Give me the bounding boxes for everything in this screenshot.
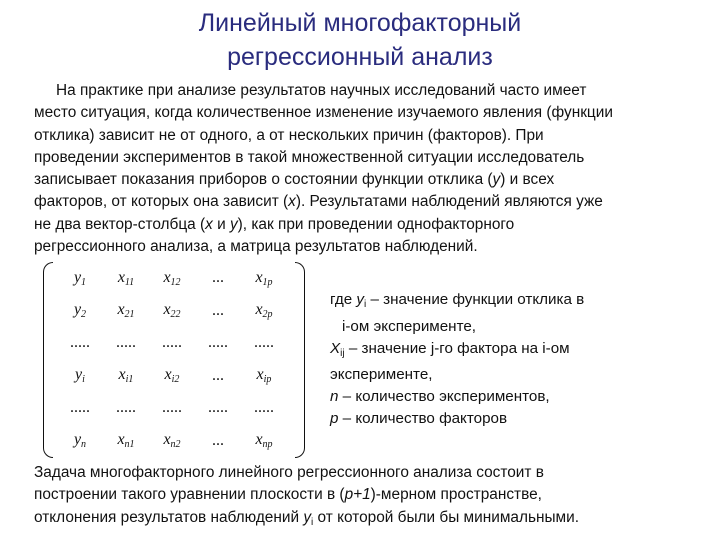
matrix-row bbox=[57, 425, 287, 458]
text-fragment: – количество факторов bbox=[338, 409, 508, 427]
legend-line-n bbox=[330, 386, 670, 408]
matrix-cell-index: ip bbox=[263, 374, 272, 386]
matrix-cell bbox=[241, 295, 287, 328]
matrix-cell bbox=[57, 327, 103, 360]
matrix-cell-index: i bbox=[82, 374, 85, 386]
text-fragment: и bbox=[212, 215, 230, 233]
matrix-cell-index: 22 bbox=[170, 309, 181, 321]
legend-line-p bbox=[330, 408, 670, 430]
matrix-cell bbox=[103, 295, 149, 328]
matrix-cell-symbol: y bbox=[73, 301, 82, 319]
matrix-cell-index: n1 bbox=[124, 439, 135, 451]
matrix-cell-symbol: x bbox=[118, 366, 126, 384]
matrix-cell-symbol: x bbox=[117, 301, 125, 319]
matrix-cell-symbol: ..... bbox=[116, 334, 136, 352]
legend bbox=[330, 289, 670, 430]
subscript: i bbox=[363, 299, 367, 310]
text-fragment: ) и всех bbox=[500, 171, 555, 189]
intro-line-8: регрессионного анализа, а матрица результатов наблюдений. bbox=[34, 238, 478, 256]
subscript: i bbox=[311, 516, 314, 528]
matrix-cell bbox=[103, 262, 149, 295]
intro-line-1: На практике при анализе результатов научных исследований часто имеет bbox=[56, 82, 587, 99]
conclusion-line-2 bbox=[34, 484, 694, 506]
matrix-cell-symbol: x bbox=[117, 431, 125, 449]
matrix-cell-index: n2 bbox=[170, 439, 181, 451]
intro-line-7 bbox=[34, 214, 694, 236]
intro-line-5 bbox=[34, 169, 694, 191]
matrix-cell bbox=[195, 392, 241, 425]
observation-matrix bbox=[43, 260, 305, 460]
text-fragment: где bbox=[330, 291, 357, 308]
matrix-cell-symbol: ... bbox=[212, 431, 224, 449]
matrix-cell-symbol: ... bbox=[212, 301, 224, 319]
variable-y: y bbox=[356, 291, 364, 308]
matrix-row bbox=[57, 327, 287, 360]
matrix-cell bbox=[103, 425, 149, 458]
conclusion-line-1: Задача многофакторного линейного регрессионного анализа состоит в bbox=[34, 464, 544, 481]
matrix-cell-index: 12 bbox=[170, 276, 181, 288]
matrix-cell bbox=[57, 295, 103, 328]
matrix-cell-symbol: x bbox=[163, 431, 171, 449]
intro-paragraph bbox=[34, 80, 694, 258]
matrix-cell-index: i2 bbox=[171, 374, 180, 386]
matrix-cell-index: 21 bbox=[124, 309, 135, 321]
matrix-cell bbox=[149, 360, 195, 393]
matrix-cell bbox=[241, 327, 287, 360]
matrix-cell-index: np bbox=[262, 439, 273, 451]
legend-line-xij bbox=[330, 338, 670, 365]
subscript: ij bbox=[340, 347, 345, 359]
matrix-cell-symbol: ..... bbox=[116, 399, 136, 417]
matrix-row bbox=[57, 360, 287, 393]
text-fragment: – значение функции отклика в bbox=[366, 291, 585, 308]
text-fragment: – количество экспериментов, bbox=[338, 388, 550, 406]
matrix-cell bbox=[149, 327, 195, 360]
matrix-cell-symbol: y bbox=[73, 268, 82, 286]
text-fragment: )-мерном пространстве, bbox=[370, 486, 542, 504]
matrix-cell-symbol: x bbox=[256, 366, 264, 384]
variable-y: y bbox=[303, 508, 312, 526]
matrix-right-bracket bbox=[295, 262, 305, 458]
matrix-cell-symbol: ..... bbox=[254, 399, 274, 417]
matrix-cell bbox=[103, 327, 149, 360]
matrix-row bbox=[57, 392, 287, 425]
title-line-2: регрессионный анализ bbox=[227, 43, 493, 71]
legend-line-yi-cont: i-ом эксперименте, bbox=[342, 317, 477, 335]
variable-n: n bbox=[330, 388, 339, 406]
matrix-cell-index: 11 bbox=[124, 276, 135, 288]
matrix-row bbox=[57, 262, 287, 295]
matrix-cell-symbol: ..... bbox=[70, 334, 90, 352]
matrix-cell-symbol: ..... bbox=[254, 334, 274, 352]
matrix-cell bbox=[103, 360, 149, 393]
matrix-cell-symbol: x bbox=[117, 268, 125, 286]
text-fragment: не два вектор-столбца ( bbox=[34, 215, 206, 233]
variable-p: p bbox=[330, 409, 339, 427]
matrix-cell-index: 2p bbox=[262, 309, 273, 321]
matrix-cell-index: 1p bbox=[262, 276, 273, 288]
matrix-cell bbox=[241, 360, 287, 393]
text-fragment: от которой были бы минимальными. bbox=[313, 508, 579, 526]
matrix-cell-symbol: ..... bbox=[162, 334, 182, 352]
matrix-cell bbox=[195, 295, 241, 328]
matrix-cell bbox=[57, 262, 103, 295]
matrix-cell-symbol: x bbox=[255, 301, 263, 319]
legend-line-xij-cont: эксперименте, bbox=[330, 366, 433, 384]
matrix-cell bbox=[149, 262, 195, 295]
matrix-cell bbox=[241, 392, 287, 425]
text-fragment: отклонения результатов наблюдений bbox=[34, 508, 304, 526]
variable-x: x bbox=[205, 215, 213, 233]
intro-line-6 bbox=[34, 191, 694, 213]
text-fragment: – значение j-го фактора на i-ом bbox=[344, 339, 570, 357]
matrix-cell-symbol: x bbox=[255, 268, 263, 286]
matrix-cell bbox=[149, 425, 195, 458]
conclusion-line-3 bbox=[34, 507, 694, 534]
matrix-cell bbox=[195, 262, 241, 295]
variable-p-plus-1: p+1 bbox=[344, 486, 371, 504]
matrix-cell-symbol: x bbox=[163, 268, 171, 286]
intro-line-4: проведении экспериментов в такой множественной ситуации исследователь bbox=[34, 148, 585, 166]
intro-line-3: отклика) зависит не от одного, а от нескольких причин (факторов). При bbox=[34, 126, 544, 144]
variable-x: x bbox=[288, 193, 296, 211]
matrix-cell-symbol: x bbox=[255, 431, 263, 449]
matrix-cell bbox=[241, 262, 287, 295]
matrix-cell-index: i1 bbox=[125, 374, 134, 386]
matrix-cell bbox=[195, 425, 241, 458]
matrix-cell-symbol: y bbox=[73, 431, 82, 449]
matrix-cell bbox=[57, 392, 103, 425]
title-line-1: Линейный многофакторный bbox=[198, 9, 522, 37]
matrix-left-bracket bbox=[43, 262, 53, 458]
matrix-cell-symbol: ..... bbox=[162, 399, 182, 417]
matrix-cell bbox=[149, 392, 195, 425]
legend-line-yi bbox=[330, 289, 670, 316]
variable-y: y bbox=[229, 215, 238, 233]
matrix-cell-symbol: x bbox=[164, 366, 172, 384]
matrix-cell bbox=[241, 425, 287, 458]
slide-title bbox=[0, 6, 720, 74]
matrix-cell-symbol: ... bbox=[212, 269, 224, 287]
variable-y: y bbox=[492, 171, 501, 189]
matrix-cell bbox=[57, 425, 103, 458]
matrix-cell-symbol: ..... bbox=[208, 334, 228, 352]
text-fragment: ). Результатами наблюдений являются уже bbox=[295, 193, 603, 211]
matrix-cell-symbol: ..... bbox=[208, 399, 228, 417]
matrix-cell-symbol: x bbox=[163, 301, 171, 319]
text-fragment: факторов, от которых она зависит ( bbox=[34, 193, 289, 211]
matrix-cell-index: 2 bbox=[81, 309, 87, 321]
text-fragment: записывает показания приборов о состоянии функции отклика ( bbox=[34, 171, 493, 189]
text-fragment: построении такого уравнении плоскости в ( bbox=[34, 486, 345, 504]
matrix-cell bbox=[149, 295, 195, 328]
matrix-cell-index: 1 bbox=[81, 276, 87, 288]
conclusion-paragraph bbox=[34, 462, 694, 534]
matrix-cell-symbol: ..... bbox=[70, 399, 90, 417]
matrix-table bbox=[57, 262, 287, 457]
variable-x: X bbox=[330, 339, 341, 357]
text-fragment: ), как при проведении однофакторного bbox=[237, 215, 515, 233]
matrix-cell-index: n bbox=[81, 439, 87, 451]
intro-line-2: место ситуация, когда количественное изменение изучаемого явления (функции bbox=[34, 104, 613, 122]
matrix-cell bbox=[195, 327, 241, 360]
matrix-cell-symbol: ... bbox=[212, 366, 224, 384]
matrix-cell-symbol: y bbox=[75, 366, 83, 384]
matrix-cell bbox=[103, 392, 149, 425]
matrix-row bbox=[57, 295, 287, 328]
matrix-cell bbox=[57, 360, 103, 393]
matrix-cell bbox=[195, 360, 241, 393]
